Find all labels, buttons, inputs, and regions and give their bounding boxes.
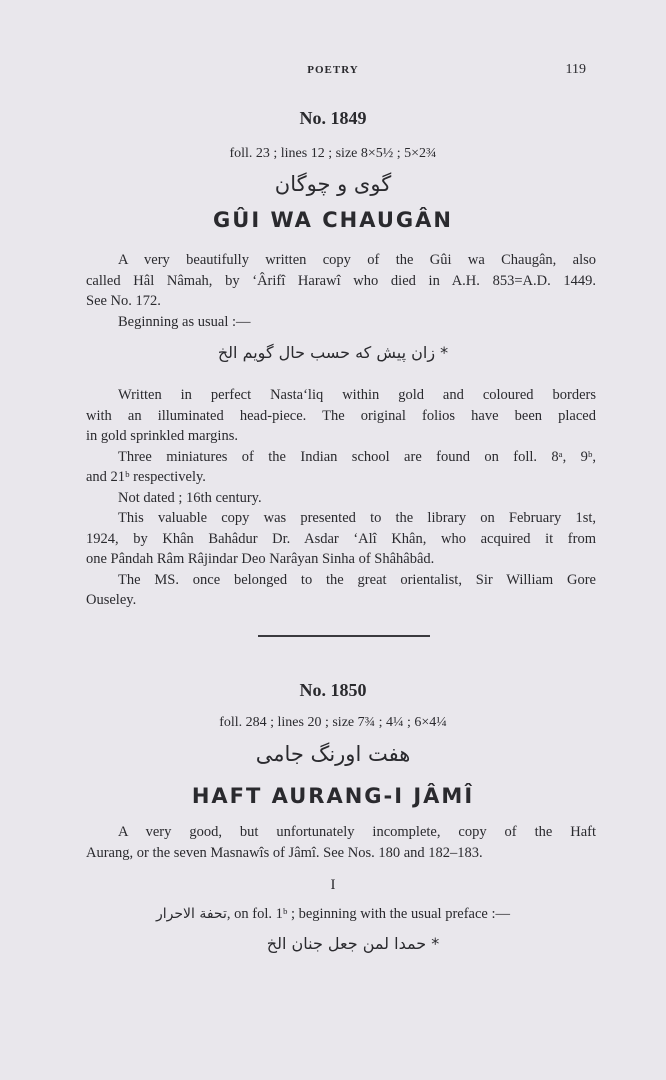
section-numeral: I xyxy=(330,877,336,893)
description-paragraph xyxy=(86,822,596,863)
running-title: POETRY xyxy=(307,64,359,76)
opening-verse: زان پیش که حسب حال گویم الخ * xyxy=(217,343,449,362)
text-line: called Hâl Nâmah, by ‘Ârifî Harawî who died in A.H. 853=A.D. 1449. xyxy=(86,272,596,289)
entry-foll: foll. 23 ; lines 12 ; size 8×5½ ; 5×2¾ xyxy=(229,146,437,161)
text-line: A very beautifully written copy of the Gûi wa Chaugân, also xyxy=(118,252,596,268)
text-line: Ouseley. xyxy=(86,592,137,608)
entry-number: No. 1849 xyxy=(299,108,367,128)
text-line: The MS. once belonged to the great orientalist, Sir William Gore xyxy=(118,571,596,588)
description-paragraph xyxy=(86,385,596,611)
description-paragraph xyxy=(86,250,596,332)
text-line: Three miniatures of the Indian school are found on foll. 8ᵃ, 9ᵇ, xyxy=(118,448,596,465)
entry-number: No. 1850 xyxy=(299,680,367,700)
text-line: with an illuminated head-piece. The original folios have been placed xyxy=(86,407,596,424)
text-line: Aurang, or the seven Masnawîs of Jâmî. See Nos. 180 and 182–183. xyxy=(86,844,483,861)
entry-foll: foll. 284 ; lines 20 ; size 7¾ ; 4¼ ; 6×4¼ xyxy=(219,715,447,730)
entry-title: HAFT AURANG-I JÂMÎ xyxy=(191,784,475,808)
section-text: , on fol. 1ᵇ ; beginning with the usual preface :— xyxy=(226,906,511,922)
text-line: and 21ᵇ respectively. xyxy=(86,469,206,485)
persian-title: گوی و چوگان xyxy=(274,172,392,196)
beginning-text: Beginning as usual :— xyxy=(118,313,251,330)
text-line: Written in perfect Nasta‘liq within gold and coloured borders xyxy=(118,387,596,403)
entry-title: GÛI WA CHAUGÂN xyxy=(213,208,453,232)
text-line: one Pândah Râm Râjindar Deo Narâyan Sinha of Shâhâbâd. xyxy=(86,551,435,567)
section-arabic-title: تحفة الاحرار xyxy=(155,906,227,922)
section-line xyxy=(0,906,666,923)
text-line: A very good, but unfortunately incomplete, copy of the Haft xyxy=(118,824,596,840)
page-number: 119 xyxy=(565,62,586,77)
text-line: 1924, by Khân Bahâdur Dr. Asdar ‘Alî Khân, who acquired it from xyxy=(86,530,596,547)
text-line: in gold sprinkled margins. xyxy=(86,428,238,444)
text-line: Not dated ; 16th century. xyxy=(118,489,262,506)
text-line: This valuable copy was presented to the library on February 1st, xyxy=(118,510,596,526)
text-line: See No. 172. xyxy=(86,293,161,309)
page-header xyxy=(0,62,666,82)
opening-verse: حمدا لمن جعل جنان الخ * xyxy=(266,934,440,953)
section-divider xyxy=(258,635,430,637)
persian-title: هفت اورنگ جامی xyxy=(255,742,411,766)
